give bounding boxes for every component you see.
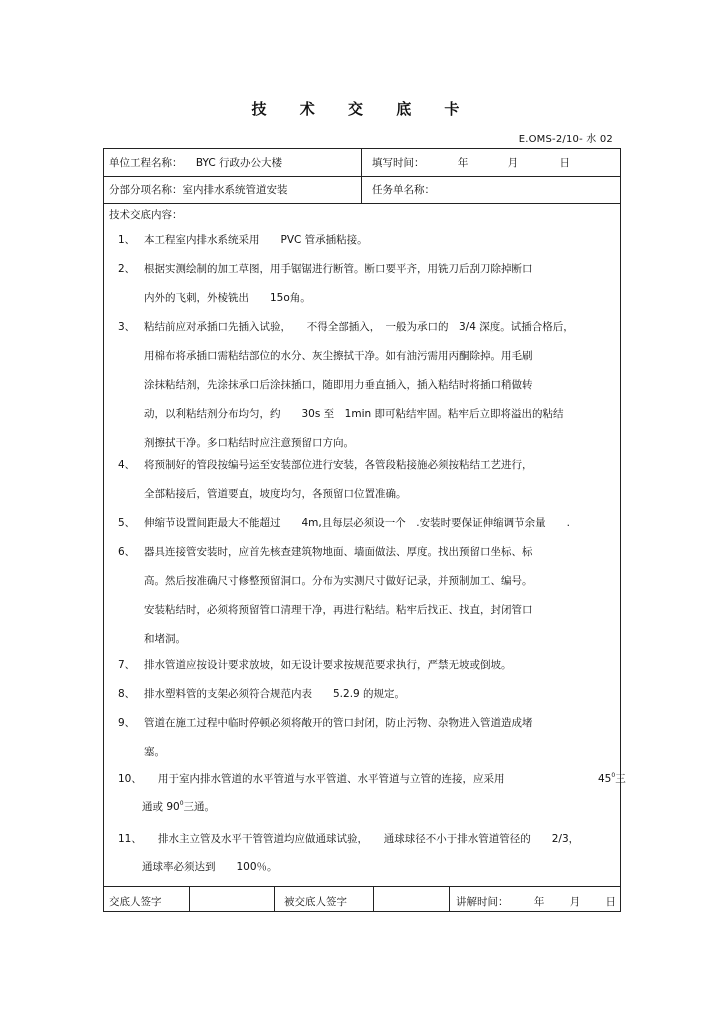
item-line bbox=[598, 771, 626, 786]
item-line: 和堵洞。 bbox=[144, 633, 186, 645]
item-line: 器具连接管安装时，应首先核查建筑物地面、墙面做法、厚度。找出预留口坐标、标 bbox=[144, 546, 533, 558]
item-line: 伸缩节设置间距最大不能超过 4m,且每层必须设一个 .安装时要保证伸缩调节余量 . bbox=[144, 517, 570, 529]
disclosure-card-table bbox=[103, 148, 626, 912]
item-line: 全部粘接后，管道要直，坡度均匀，各预留口位置准确。 bbox=[144, 488, 407, 500]
sub-item-label: 分部分项名称： bbox=[109, 184, 183, 196]
degree-sup: 0 bbox=[179, 800, 184, 807]
list-item bbox=[118, 319, 618, 464]
unit-name-label: 单位工程名称： bbox=[109, 157, 183, 169]
explain-time-label: 讲解时间： bbox=[456, 896, 509, 908]
explain-day: 日 bbox=[605, 896, 617, 908]
receiver-label: 被交底人签字 bbox=[284, 896, 347, 908]
explain-time-field bbox=[456, 894, 616, 909]
item-line: 根据实测绘制的加工草图，用手锯锯进行断管。断口要平齐，用铣刀后刮刀除掉断口 bbox=[144, 263, 533, 275]
item-line: 用于室内排水管道的水平管道与水平管道、水平管道与立管的连接，应采用 bbox=[158, 773, 505, 785]
item-number: 2、 bbox=[118, 263, 136, 275]
column-divider bbox=[189, 886, 190, 912]
list-item bbox=[118, 715, 618, 773]
item-line: 高。然后按准确尺寸修整预留洞口。分布为实测尺寸做好记录，并预制加工、编号。 bbox=[144, 575, 533, 587]
document-code: E.OMS-2/10- 水 02 bbox=[518, 134, 613, 145]
row-divider bbox=[104, 176, 620, 177]
item-line: 通球率必须达到 100％。 bbox=[142, 861, 278, 873]
list-item bbox=[118, 261, 618, 319]
list-item bbox=[118, 657, 618, 686]
list-item bbox=[118, 544, 618, 660]
sub-item-field bbox=[109, 182, 288, 197]
signer-label: 交底人签字 bbox=[109, 896, 162, 908]
item-line: 用棉布将承插口需粘结部位的水分、灰尘擦拭干净。如有油污需用丙酮除掉。用毛刷 bbox=[144, 350, 533, 362]
list-item bbox=[118, 686, 618, 715]
item-line: 塞。 bbox=[144, 746, 165, 758]
item-line: 管道在施工过程中临时停顿必须将敞开的管口封闭，防止污物、杂物进入管道造成堵 bbox=[144, 717, 533, 729]
row-divider bbox=[104, 203, 620, 204]
column-divider bbox=[274, 886, 275, 912]
column-divider bbox=[449, 886, 450, 912]
task-name-field bbox=[372, 182, 435, 197]
item-number: 9、 bbox=[118, 717, 136, 729]
item-line: 粘结前应对承插口先插入试验， 不得全部插入， 一般为承口的 3/4 深度。试插合格后， bbox=[144, 321, 574, 333]
item-number: 1、 bbox=[118, 234, 136, 246]
item-number: 6、 bbox=[118, 546, 136, 558]
item-line: 涂抹粘结剂，先涂抹承口后涂抹插口，随即用力垂直插入，插入粘结时将插口稍做转 bbox=[144, 379, 533, 391]
list-item bbox=[118, 515, 618, 544]
item-line: 本工程室内排水系统采用 PVC 管承插粘接。 bbox=[144, 234, 368, 246]
degree-value: 90 bbox=[166, 801, 180, 813]
unit-name-value: BYC 行政办公大楼 bbox=[195, 157, 282, 169]
fill-time-field bbox=[372, 155, 570, 170]
receiver-signature-field[interactable] bbox=[378, 892, 446, 910]
explain-month: 月 bbox=[569, 896, 581, 908]
row-divider bbox=[104, 886, 620, 887]
item-line: 排水管道应按设计要求放坡，如无设计要求按规范要求执行，严禁无坡或倒坡。 bbox=[144, 659, 512, 671]
item-number: 3、 bbox=[118, 321, 136, 333]
fill-day: 日 bbox=[559, 157, 571, 169]
fill-year: 年 bbox=[457, 157, 469, 169]
item-number: 5、 bbox=[118, 517, 136, 529]
page-title: 技 术 交 底 卡 bbox=[251, 100, 474, 118]
content-label: 技术交底内容： bbox=[109, 209, 183, 221]
column-divider bbox=[361, 149, 362, 203]
unit-name-field bbox=[109, 155, 282, 170]
item-line: 动，以利粘结剂分布均匀，约 30s 至 1min 即可粘结牢固。粘牢后立即将溢出的粘结 bbox=[144, 408, 564, 420]
list-item bbox=[118, 831, 618, 881]
item-line-part: 通或 bbox=[142, 801, 163, 813]
fill-time-label: 填写时间： bbox=[372, 157, 425, 169]
item-line: 内外的飞刺，外棱铣出 15o角。 bbox=[144, 292, 311, 304]
item-number: 10、 bbox=[118, 773, 142, 785]
item-number: 7、 bbox=[118, 659, 136, 671]
degree-value: 45 bbox=[598, 773, 612, 785]
signer-signature-field[interactable] bbox=[194, 892, 272, 910]
item-line-part: 三通。 bbox=[183, 801, 216, 813]
item-line: 排水塑料管的支架必须符合规范内表 5.2.9 的规定。 bbox=[144, 688, 406, 700]
list-item bbox=[118, 771, 626, 821]
list-item bbox=[118, 232, 618, 261]
item-number: 4、 bbox=[118, 459, 136, 471]
item-line: 安装粘结时，必须将预留管口清理干净，再进行粘结。粘牢后找正、找直，封闭管口 bbox=[144, 604, 533, 616]
item-number: 8、 bbox=[118, 688, 136, 700]
item-line-tail: 三 bbox=[615, 773, 626, 785]
item-line: 排水主立管及水平干管管道均应做通球试验， 通球球径不小于排水管道管径的 2/3， bbox=[158, 833, 580, 845]
degree-sup: 0 bbox=[611, 772, 616, 779]
task-name-label: 任务单名称： bbox=[372, 184, 435, 196]
item-line: 将预制好的管段按编号运至安装部位进行安装，各管段粘接施必须按粘结工艺进行， bbox=[144, 459, 533, 471]
item-line bbox=[142, 799, 215, 814]
item-line: 剂擦拭干净。多口粘结时应注意预留口方向。 bbox=[144, 437, 354, 449]
column-divider bbox=[373, 886, 374, 912]
explain-year: 年 bbox=[533, 896, 545, 908]
item-number: 11、 bbox=[118, 833, 142, 845]
fill-month: 月 bbox=[507, 157, 519, 169]
list-item bbox=[118, 457, 618, 515]
sub-item-value: 室内排水系统管道安装 bbox=[182, 184, 288, 196]
